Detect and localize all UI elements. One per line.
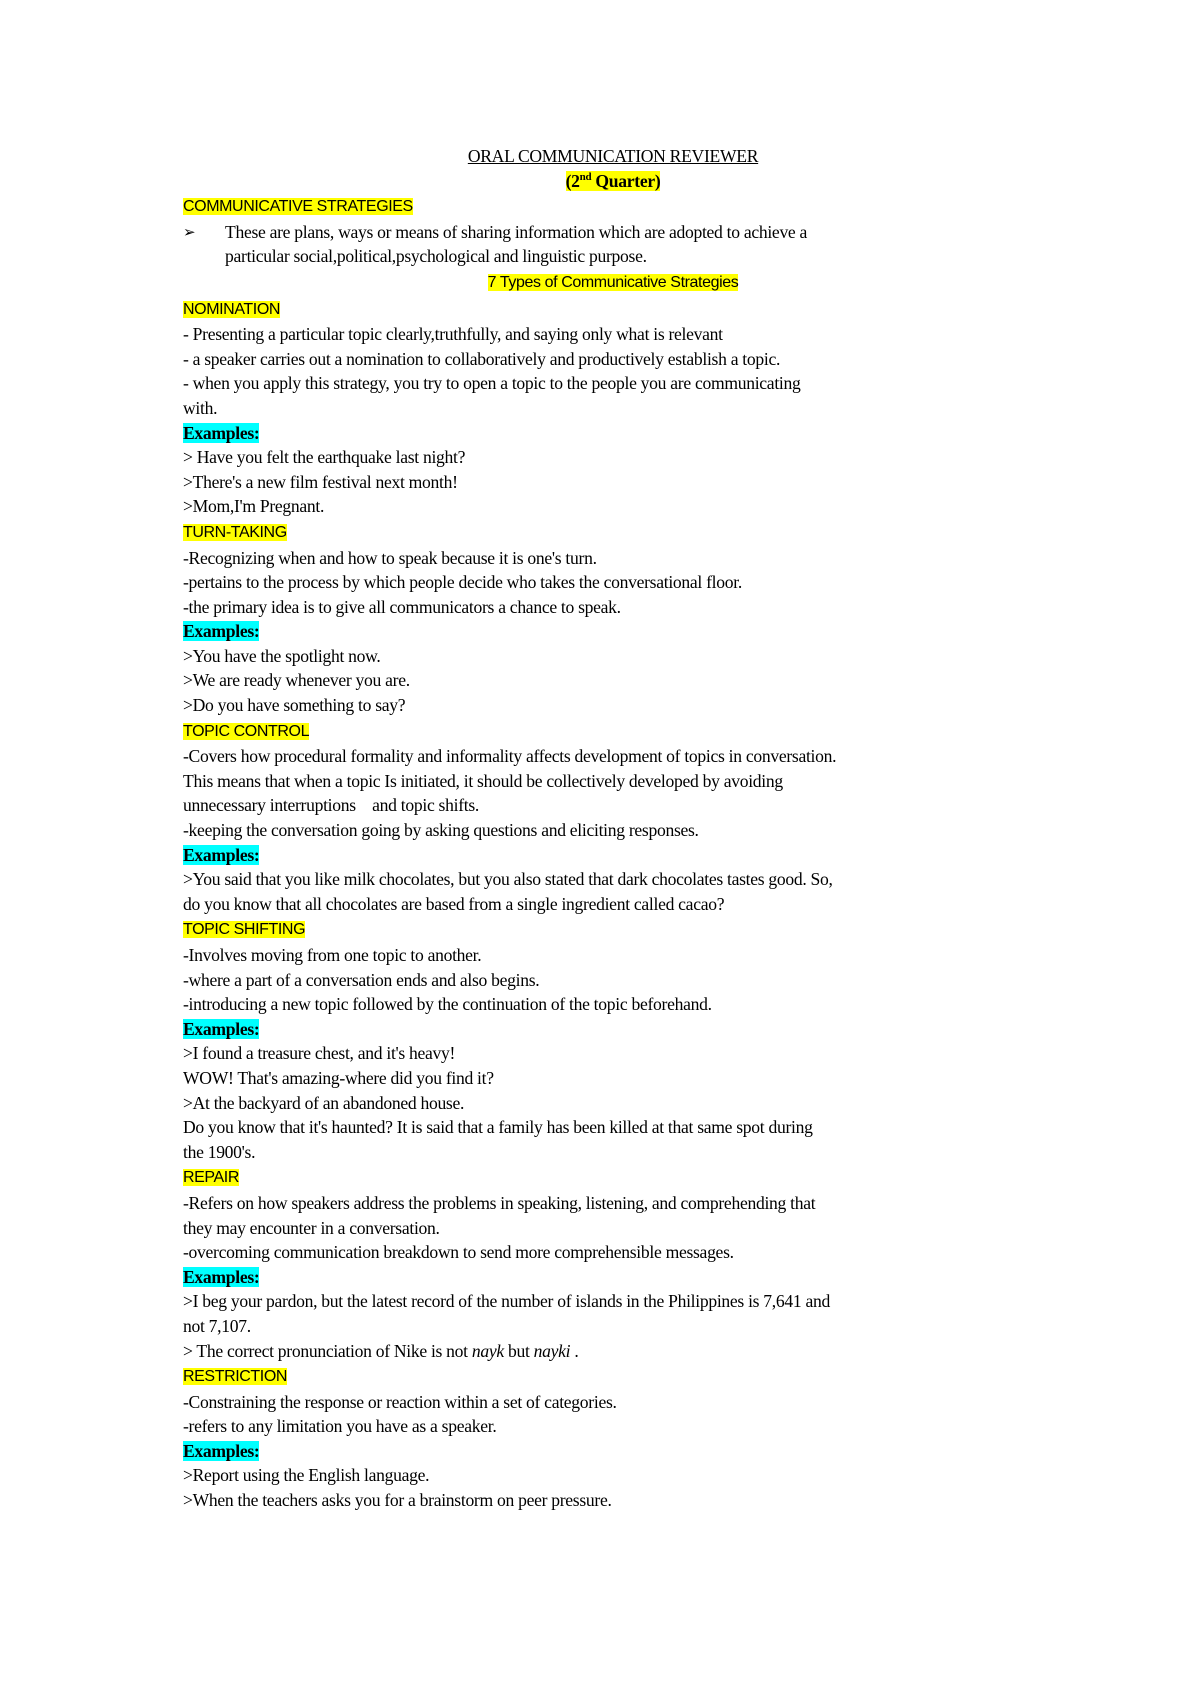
examples-label: Examples: bbox=[183, 1266, 260, 1287]
body-line: -keeping the conversation going by asking questions and eliciting responses. bbox=[183, 820, 699, 841]
body-line: This means that when a topic Is initiated, it should be collectively developed by avoiding bbox=[183, 770, 783, 791]
example-line: >We are ready whenever you are. bbox=[183, 670, 410, 691]
nike-wrong-pronunciation: nayk bbox=[471, 1340, 504, 1361]
nike-prefix: > The correct pronunciation of Nike is not bbox=[183, 1340, 472, 1361]
body-line: with. bbox=[183, 397, 218, 418]
body-line: -overcoming communication breakdown to send more comprehensible messages. bbox=[183, 1242, 734, 1263]
section-heading: TOPIC CONTROL bbox=[183, 722, 310, 740]
example-line: >When the teachers asks you for a brainstorm on peer pressure. bbox=[183, 1490, 612, 1511]
section-topic-control bbox=[183, 718, 1043, 917]
section-heading-line bbox=[183, 519, 1043, 546]
section-heading-line bbox=[183, 718, 1043, 745]
examples-label: Examples: bbox=[183, 1440, 260, 1461]
types-heading-line bbox=[183, 269, 1043, 296]
examples-label: Examples: bbox=[183, 422, 260, 443]
section-heading-line bbox=[183, 296, 1043, 323]
section-heading: REPAIR bbox=[183, 1169, 239, 1187]
section-repair bbox=[183, 1164, 1043, 1363]
section-heading-line bbox=[183, 916, 1043, 943]
body-line: - Presenting a particular topic clearly,truthfully, and saying only what is relevant bbox=[183, 324, 723, 345]
example-line: >At the backyard of an abandoned house. bbox=[183, 1092, 465, 1113]
body-line: -Refers on how speakers address the problems in speaking, listening, and comprehending that bbox=[183, 1192, 816, 1213]
examples-label: Examples: bbox=[183, 621, 260, 642]
main-heading: COMMUNICATIVE STRATEGIES bbox=[183, 198, 413, 216]
example-line: >There's a new film festival next month! bbox=[183, 471, 458, 492]
quarter-close: Quarter) bbox=[591, 170, 661, 191]
body-line: unnecessary interruptions and topic shifts. bbox=[183, 795, 479, 816]
section-heading: TOPIC SHIFTING bbox=[183, 921, 306, 939]
examples-label-line bbox=[183, 1017, 1043, 1042]
example-line: >Report using the English language. bbox=[183, 1465, 430, 1486]
types-heading: 7 Types of Communicative Strategies bbox=[487, 273, 739, 291]
body-line: -Constraining the response or reaction within a set of categories. bbox=[183, 1391, 617, 1412]
example-line: > Have you felt the earthquake last night? bbox=[183, 447, 466, 468]
nike-mid: but bbox=[503, 1340, 534, 1361]
example-line: WOW! That's amazing-where did you find it? bbox=[183, 1067, 494, 1088]
examples-label: Examples: bbox=[183, 1018, 260, 1039]
body-line: - a speaker carries out a nomination to collaboratively and productively establish a topic. bbox=[183, 348, 781, 369]
section-nomination bbox=[183, 296, 1043, 519]
examples-label-line bbox=[183, 421, 1043, 446]
bullet-line: particular social,political,psychological and linguistic purpose. bbox=[225, 246, 647, 267]
bullet-text bbox=[225, 220, 1043, 269]
document-title: ORAL COMMUNICATION REVIEWER bbox=[467, 146, 759, 166]
body-line: -refers to any limitation you have as a speaker. bbox=[183, 1416, 497, 1437]
example-line: >Do you have something to say? bbox=[183, 695, 406, 716]
definition-bullet bbox=[183, 220, 1043, 269]
examples-label-line bbox=[183, 1265, 1043, 1290]
main-heading-line bbox=[183, 193, 1043, 220]
section-heading-line bbox=[183, 1164, 1043, 1191]
body-line: - when you apply this strategy, you try to open a topic to the people you are communicating bbox=[183, 373, 801, 394]
example-line: >Mom,I'm Pregnant. bbox=[183, 496, 325, 517]
example-line: do you know that all chocolates are based from a single ingredient called cacao? bbox=[183, 893, 725, 914]
quarter-line bbox=[183, 169, 1043, 194]
body-line: -pertains to the process by which people decide who takes the conversational floor. bbox=[183, 572, 742, 593]
section-restriction bbox=[183, 1363, 1043, 1513]
body-line: -Recognizing when and how to speak because it is one's turn. bbox=[183, 547, 597, 568]
quarter-subtitle bbox=[566, 171, 661, 191]
examples-label-line bbox=[183, 1439, 1043, 1464]
body-line: they may encounter in a conversation. bbox=[183, 1217, 440, 1238]
bullet-line: These are plans, ways or means of sharing information which are adopted to achieve a bbox=[225, 221, 808, 242]
example-line: not 7,107. bbox=[183, 1315, 251, 1336]
examples-label-line bbox=[183, 619, 1043, 644]
example-line: >You said that you like milk chocolates, but you also stated that dark chocolates tastes good. So, bbox=[183, 869, 833, 890]
examples-label-line bbox=[183, 843, 1043, 868]
example-line: >I found a treasure chest, and it's heavy! bbox=[183, 1043, 456, 1064]
body-line: -introducing a new topic followed by the continuation of the topic beforehand. bbox=[183, 994, 712, 1015]
section-heading-line bbox=[183, 1363, 1043, 1390]
example-line: Do you know that it's haunted? It is said that a family has been killed at that same spot during bbox=[183, 1117, 813, 1138]
example-line: the 1900's. bbox=[183, 1141, 256, 1162]
section-heading: TURN-TAKING bbox=[183, 523, 287, 541]
example-line-nike bbox=[183, 1339, 1043, 1364]
section-heading: NOMINATION bbox=[183, 300, 281, 318]
body-line: -where a part of a conversation ends and also begins. bbox=[183, 969, 540, 990]
body-line: -the primary idea is to give all communicators a chance to speak. bbox=[183, 596, 621, 617]
body-line: -Covers how procedural formality and informality affects development of topics in conversation. bbox=[183, 746, 837, 767]
example-line: >You have the spotlight now. bbox=[183, 645, 381, 666]
nike-end: . bbox=[570, 1340, 579, 1361]
example-line: >I beg your pardon, but the latest record of the number of islands in the Philippines is 7,641 and bbox=[183, 1291, 830, 1312]
examples-label: Examples: bbox=[183, 844, 260, 865]
section-turn-taking bbox=[183, 519, 1043, 718]
section-topic-shifting bbox=[183, 916, 1043, 1164]
section-heading: RESTRICTION bbox=[183, 1368, 288, 1386]
quarter-open: (2 bbox=[565, 170, 580, 191]
nike-correct-pronunciation: nayki bbox=[533, 1340, 571, 1361]
quarter-superscript: nd bbox=[579, 170, 592, 183]
body-line: -Involves moving from one topic to another. bbox=[183, 945, 482, 965]
title-line bbox=[183, 144, 1043, 169]
document-content bbox=[183, 144, 1043, 1513]
arrow-bullet-icon: ➢ bbox=[183, 222, 196, 241]
